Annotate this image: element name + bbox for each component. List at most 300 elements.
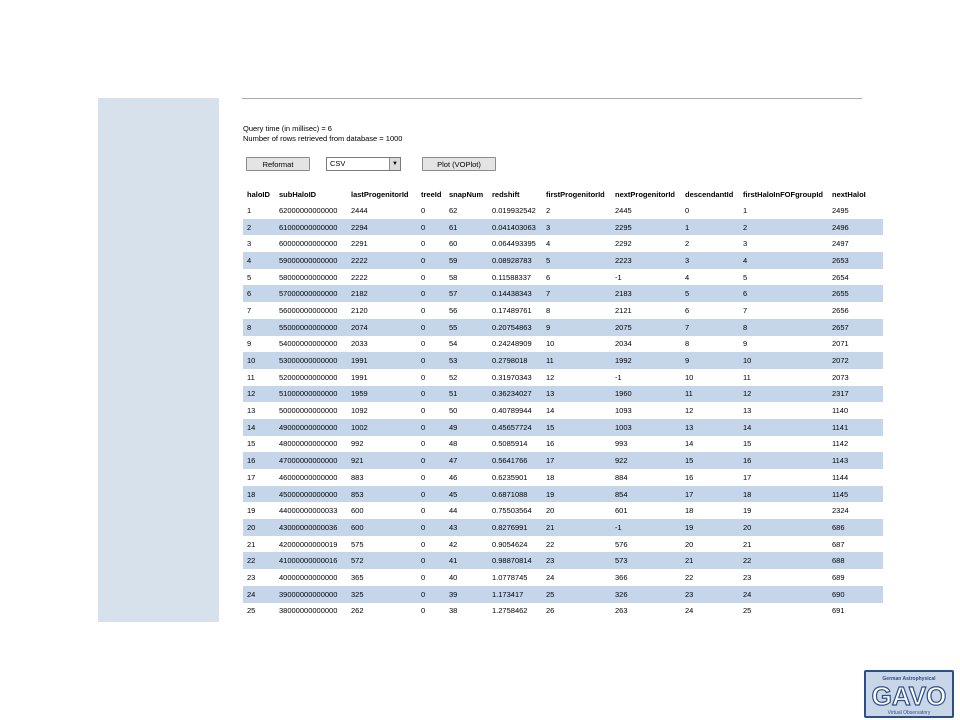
table-row <box>243 519 883 536</box>
results-table <box>243 186 883 619</box>
table-cell: 9 <box>542 319 611 336</box>
table-cell: 0 <box>421 239 426 249</box>
table-cell: 0 <box>417 486 445 503</box>
table-cell: 16 <box>739 452 828 469</box>
table-cell: 12 <box>243 386 275 403</box>
table-cell: 993 <box>615 439 628 449</box>
table-cell: 59000000000000 <box>275 252 347 269</box>
table-cell: 8 <box>685 339 690 349</box>
table-cell: 1142 <box>832 439 849 449</box>
query-time-text: Query time (in millisec) = 6 <box>243 124 332 133</box>
table-cell: 13 <box>681 419 739 436</box>
table-cell: 2 <box>739 219 828 236</box>
table-cell: 13 <box>542 386 611 403</box>
table-cell: 20 <box>739 519 828 536</box>
table-cell: 45000000000000 <box>275 486 347 503</box>
table-cell: 21 <box>743 539 752 549</box>
table-row <box>243 369 883 386</box>
column-header: lastProgenitorId <box>347 186 417 202</box>
table-cell: 41 <box>445 552 488 569</box>
table-cell: 5 <box>247 272 252 282</box>
table-cell: 56000000000000 <box>279 305 338 315</box>
table-cell: 6 <box>546 272 551 282</box>
table-row <box>243 452 883 469</box>
column-header: subHaloID <box>275 186 347 202</box>
table-cell: 0 <box>685 205 690 215</box>
table-cell: 0 <box>417 419 445 436</box>
table-cell: 0.45657724 <box>488 419 542 436</box>
table-cell: 1145 <box>828 486 883 503</box>
table-cell: 0.31970343 <box>492 372 532 382</box>
table-cell: 2653 <box>828 252 883 269</box>
table-cell: 2 <box>546 205 551 215</box>
table-cell: 23 <box>542 552 611 569</box>
table-cell: 18 <box>685 506 694 516</box>
table-cell: 14 <box>243 419 275 436</box>
table-cell: 43000000000036 <box>275 519 347 536</box>
table-cell: 2324 <box>832 506 849 516</box>
table-cell: 15 <box>542 419 611 436</box>
table-cell: 0.019932542 <box>492 205 536 215</box>
table-cell: 20 <box>243 519 275 536</box>
table-cell: 24 <box>546 572 555 582</box>
table-cell: 326 <box>611 586 681 603</box>
table-cell: 5 <box>542 252 611 269</box>
table-cell: 2291 <box>351 239 368 249</box>
column-header: descendantId <box>681 186 739 202</box>
table-cell: 1140 <box>832 406 849 416</box>
table-cell: 0.20754863 <box>488 319 542 336</box>
table-row <box>243 502 883 519</box>
table-cell: 14 <box>685 439 694 449</box>
table-row <box>243 202 883 219</box>
table-cell: 853 <box>347 486 417 503</box>
table-cell: 883 <box>351 472 364 482</box>
logo-line2: Virtual Observatory <box>887 710 931 716</box>
table-cell: 56 <box>449 305 458 315</box>
table-cell: 44000000000033 <box>279 506 338 516</box>
table-cell: 1.0778745 <box>492 572 528 582</box>
table-cell: 690 <box>828 586 883 603</box>
table-cell: 0.8276991 <box>488 519 542 536</box>
table-cell: 2074 <box>347 319 417 336</box>
column-header: nextProgenitorId <box>611 186 681 202</box>
table-cell: 0 <box>417 219 445 236</box>
results-table-container[interactable] <box>243 186 866 622</box>
table-cell: 11 <box>681 386 739 403</box>
table-cell: 42 <box>449 539 458 549</box>
table-cell: 10 <box>685 372 694 382</box>
table-cell: 686 <box>828 519 883 536</box>
table-cell: 12 <box>546 372 555 382</box>
reformat-button[interactable]: Reformat <box>246 157 310 171</box>
table-cell: 61 <box>445 219 488 236</box>
table-cell: 25 <box>743 606 752 616</box>
table-cell: 61000000000000 <box>275 219 347 236</box>
table-cell: 24 <box>685 606 694 616</box>
table-cell: 262 <box>351 606 364 616</box>
table-cell: 9 <box>247 339 252 349</box>
table-cell: 2496 <box>828 219 883 236</box>
table-row <box>243 302 883 319</box>
table-cell: 8 <box>243 319 275 336</box>
table-cell: 0.9054624 <box>492 539 528 549</box>
table-cell: 688 <box>828 552 883 569</box>
table-cell: 17 <box>743 472 752 482</box>
table-cell: 57 <box>445 285 488 302</box>
column-header: haloID <box>243 186 275 202</box>
gavo-logo <box>864 670 954 718</box>
column-header: nextHaloI <box>828 186 883 202</box>
table-cell: 689 <box>832 572 845 582</box>
table-cell: 24 <box>739 586 828 603</box>
table-cell: 2294 <box>347 219 417 236</box>
table-cell: 58 <box>449 272 458 282</box>
table-cell: 6 <box>739 285 828 302</box>
table-cell: 2 <box>243 219 275 236</box>
table-cell: 0 <box>417 285 445 302</box>
table-cell: 0 <box>417 386 445 403</box>
table-cell: 12 <box>685 406 694 416</box>
table-cell: 1 <box>247 205 252 215</box>
table-cell: 22 <box>243 552 275 569</box>
table-cell: 2034 <box>615 339 632 349</box>
table-cell: 13 <box>743 406 752 416</box>
table-cell: 2072 <box>828 352 883 369</box>
dropdown-arrow-icon[interactable]: ▼ <box>389 158 400 170</box>
table-cell: 14 <box>546 406 555 416</box>
table-row <box>243 402 883 419</box>
table-cell: 4 <box>546 239 551 249</box>
plot-voplot-button[interactable]: Plot (VOPlot) <box>422 157 496 171</box>
table-row <box>243 569 883 586</box>
table-cell: 2121 <box>615 305 632 315</box>
column-header: treeId <box>417 186 445 202</box>
table-cell: 263 <box>615 606 628 616</box>
table-cell: 41000000000016 <box>275 552 347 569</box>
table-cell: 23 <box>247 572 256 582</box>
table-cell: 921 <box>347 452 417 469</box>
table-row <box>243 352 883 369</box>
table-cell: 47 <box>445 452 488 469</box>
table-cell: 573 <box>611 552 681 569</box>
table-cell: 53000000000000 <box>275 352 347 369</box>
table-cell: 1991 <box>351 372 368 382</box>
table-row <box>243 386 883 403</box>
table-cell: 2182 <box>347 285 417 302</box>
left-sidebar-panel <box>98 98 219 622</box>
table-cell: 3 <box>542 219 611 236</box>
table-cell: 1141 <box>828 419 883 436</box>
top-divider <box>242 98 862 99</box>
table-cell: 7 <box>247 305 252 315</box>
table-cell: 1992 <box>611 352 681 369</box>
table-cell: 25 <box>247 606 256 616</box>
table-cell: 2071 <box>832 339 849 349</box>
table-cell: 600 <box>351 506 364 516</box>
table-row <box>243 419 883 436</box>
table-row <box>243 285 883 302</box>
table-row <box>243 219 883 236</box>
table-cell: 11 <box>542 352 611 369</box>
table-cell: 2075 <box>611 319 681 336</box>
table-cell: 52000000000000 <box>279 372 338 382</box>
table-cell: 53 <box>445 352 488 369</box>
table-row <box>243 235 883 252</box>
table-cell: 687 <box>832 539 845 549</box>
table-cell: 0.2798018 <box>488 352 542 369</box>
table-cell: 10 <box>546 339 555 349</box>
table-cell: 0.75503564 <box>492 506 532 516</box>
table-cell: 0 <box>421 572 426 582</box>
table-cell: 23 <box>743 572 752 582</box>
table-cell: 5 <box>681 285 739 302</box>
table-cell: 39 <box>445 586 488 603</box>
table-cell: 11 <box>743 372 751 382</box>
table-cell: 22 <box>739 552 828 569</box>
table-cell: 47000000000000 <box>275 452 347 469</box>
table-cell: 60 <box>449 239 458 249</box>
table-cell: 2222 <box>351 272 368 282</box>
table-cell: 55000000000000 <box>275 319 347 336</box>
table-cell: 50 <box>449 406 458 416</box>
table-cell: 2120 <box>351 305 368 315</box>
table-cell: 0 <box>421 372 426 382</box>
table-cell: 0 <box>421 406 426 416</box>
column-header: snapNum <box>445 186 488 202</box>
table-cell: 2295 <box>611 219 681 236</box>
table-cell: 3 <box>247 239 252 249</box>
logo-line1: German Astrophysical <box>882 676 936 682</box>
table-cell: 0.98870814 <box>488 552 542 569</box>
table-cell: 2657 <box>828 319 883 336</box>
table-cell: 1143 <box>828 452 883 469</box>
table-cell: 1093 <box>615 406 632 416</box>
format-select[interactable] <box>326 157 401 171</box>
table-cell: 17 <box>247 472 256 482</box>
table-cell: 0.36234027 <box>488 386 542 403</box>
table-cell: 601 <box>615 506 628 516</box>
table-row <box>243 536 883 553</box>
table-cell: 0 <box>421 606 426 616</box>
table-cell: 51 <box>445 386 488 403</box>
table-cell: 1144 <box>832 472 849 482</box>
table-cell: 42000000000019 <box>279 539 338 549</box>
table-cell: 0.17489761 <box>492 305 532 315</box>
table-cell: 40000000000000 <box>279 572 338 582</box>
table-cell: 0 <box>421 272 426 282</box>
table-cell: 7 <box>681 319 739 336</box>
table-cell: 18 <box>243 486 275 503</box>
table-cell: 19 <box>247 506 256 516</box>
table-cell: 0.5085914 <box>492 439 528 449</box>
table-cell: 62 <box>449 205 458 215</box>
table-cell: 2444 <box>351 205 368 215</box>
table-cell: 49000000000000 <box>275 419 347 436</box>
table-cell: 48000000000000 <box>279 439 338 449</box>
table-cell: 60000000000000 <box>279 239 338 249</box>
table-cell: 1092 <box>351 406 368 416</box>
table-cell: 38000000000000 <box>279 606 338 616</box>
table-cell: 21 <box>681 552 739 569</box>
table-cell: 57000000000000 <box>275 285 347 302</box>
table-cell: 325 <box>347 586 417 603</box>
table-cell: 0.11588337 <box>492 272 532 282</box>
table-cell: 854 <box>611 486 681 503</box>
table-row <box>243 486 883 503</box>
table-cell: 20 <box>546 506 555 516</box>
table-cell: 691 <box>832 606 845 616</box>
table-cell: 6 <box>685 305 690 315</box>
table-cell: 7 <box>743 305 748 315</box>
table-cell: 2183 <box>611 285 681 302</box>
table-cell: 576 <box>615 539 628 549</box>
table-cell: 1 <box>743 205 748 215</box>
table-cell: 21 <box>542 519 611 536</box>
table-cell: 15 <box>743 439 752 449</box>
table-cell: 1.2758462 <box>492 606 528 616</box>
table-cell: 2 <box>685 239 690 249</box>
table-cell: 8 <box>546 305 551 315</box>
table-cell: 24 <box>243 586 275 603</box>
table-row <box>243 336 883 353</box>
table-cell: 572 <box>347 552 417 569</box>
table-cell: 39000000000000 <box>275 586 347 603</box>
table-cell: 50000000000000 <box>279 406 338 416</box>
table-cell: 9 <box>743 339 748 349</box>
table-cell: 1003 <box>611 419 681 436</box>
table-cell: 0 <box>421 506 426 516</box>
table-cell: 9 <box>681 352 739 369</box>
table-cell: 1960 <box>611 386 681 403</box>
table-cell: 2656 <box>832 305 849 315</box>
table-cell: 2222 <box>347 252 417 269</box>
table-body <box>243 202 883 619</box>
table-cell: 51000000000000 <box>275 386 347 403</box>
table-cell: 0 <box>417 352 445 369</box>
table-cell: 18 <box>739 486 828 503</box>
table-cell: 1991 <box>347 352 417 369</box>
rows-retrieved-text: Number of rows retrieved from database = 1000 <box>243 133 403 143</box>
table-cell: 46000000000000 <box>279 472 338 482</box>
table-cell: 49 <box>445 419 488 436</box>
table-cell: 0 <box>421 339 426 349</box>
table-cell: 17 <box>681 486 739 503</box>
table-cell: 26 <box>546 606 555 616</box>
table-cell: 2655 <box>828 285 883 302</box>
table-cell: 18 <box>546 472 555 482</box>
table-cell: 0 <box>417 452 445 469</box>
table-cell: 0.5641766 <box>488 452 542 469</box>
table-cell: 0.40789944 <box>492 406 532 416</box>
table-cell: 2073 <box>832 372 849 382</box>
table-cell: 0.6235901 <box>492 472 528 482</box>
table-cell: 575 <box>351 539 364 549</box>
table-cell: 3 <box>743 239 748 249</box>
table-cell: 7 <box>542 285 611 302</box>
table-cell: 59 <box>445 252 488 269</box>
table-cell: 21 <box>247 539 256 549</box>
table-cell: 14 <box>739 419 828 436</box>
table-cell: 12 <box>739 386 828 403</box>
table-cell: 0.041403063 <box>488 219 542 236</box>
table-cell: 15 <box>681 452 739 469</box>
table-cell: 0 <box>421 472 426 482</box>
column-header: redshift <box>488 186 542 202</box>
table-cell: 13 <box>247 406 256 416</box>
table-cell: 44 <box>449 506 458 516</box>
table-cell: 23 <box>681 586 739 603</box>
table-cell: 1959 <box>347 386 417 403</box>
table-cell: 19 <box>681 519 739 536</box>
table-cell: 0 <box>421 439 426 449</box>
table-cell: 16 <box>243 452 275 469</box>
table-cell: 22 <box>546 539 555 549</box>
table-cell: 19 <box>743 506 752 516</box>
table-cell: 54000000000000 <box>279 339 338 349</box>
table-cell: -1 <box>615 372 622 382</box>
table-cell: 25 <box>542 586 611 603</box>
table-cell: 2445 <box>615 205 632 215</box>
table-row <box>243 552 883 569</box>
table-cell: 992 <box>351 439 364 449</box>
table-cell: 16 <box>546 439 555 449</box>
table-cell: 45 <box>445 486 488 503</box>
table-cell: 5 <box>743 272 748 282</box>
table-cell: 1 <box>681 219 739 236</box>
table-cell: 0 <box>417 252 445 269</box>
table-cell: 0.14438343 <box>488 285 542 302</box>
table-cell: 0 <box>421 205 426 215</box>
table-cell: 8 <box>739 319 828 336</box>
table-cell: 4 <box>685 272 690 282</box>
table-cell: 52 <box>449 372 458 382</box>
table-cell: 11 <box>247 372 255 382</box>
table-row <box>243 319 883 336</box>
logo-wordmark: GAVO <box>871 681 947 711</box>
column-header: firstProgenitorId <box>542 186 611 202</box>
table-cell: 38 <box>449 606 458 616</box>
table-cell: 884 <box>615 472 628 482</box>
table-row <box>243 603 883 620</box>
table-cell: 6 <box>243 285 275 302</box>
table-cell: 2223 <box>611 252 681 269</box>
table-cell: 19 <box>542 486 611 503</box>
table-cell: 16 <box>685 472 694 482</box>
table-cell: 17 <box>542 452 611 469</box>
table-cell: 1.173417 <box>488 586 542 603</box>
table-cell: 4 <box>243 252 275 269</box>
table-cell: 2033 <box>351 339 368 349</box>
table-cell: -1 <box>615 272 622 282</box>
table-cell: 43 <box>445 519 488 536</box>
table-cell: 366 <box>615 572 628 582</box>
table-cell: 0.064493395 <box>492 239 536 249</box>
table-header-row <box>243 186 883 202</box>
table-cell: 54 <box>449 339 458 349</box>
table-row <box>243 436 883 453</box>
table-cell: 0 <box>417 519 445 536</box>
table-cell: 2495 <box>832 205 849 215</box>
table-cell: 46 <box>449 472 458 482</box>
table-cell: 20 <box>685 539 694 549</box>
table-cell: 2292 <box>615 239 632 249</box>
table-cell: 0 <box>417 552 445 569</box>
table-cell: 48 <box>449 439 458 449</box>
table-row <box>243 469 883 486</box>
table-row <box>243 252 883 269</box>
table-cell: 40 <box>449 572 458 582</box>
